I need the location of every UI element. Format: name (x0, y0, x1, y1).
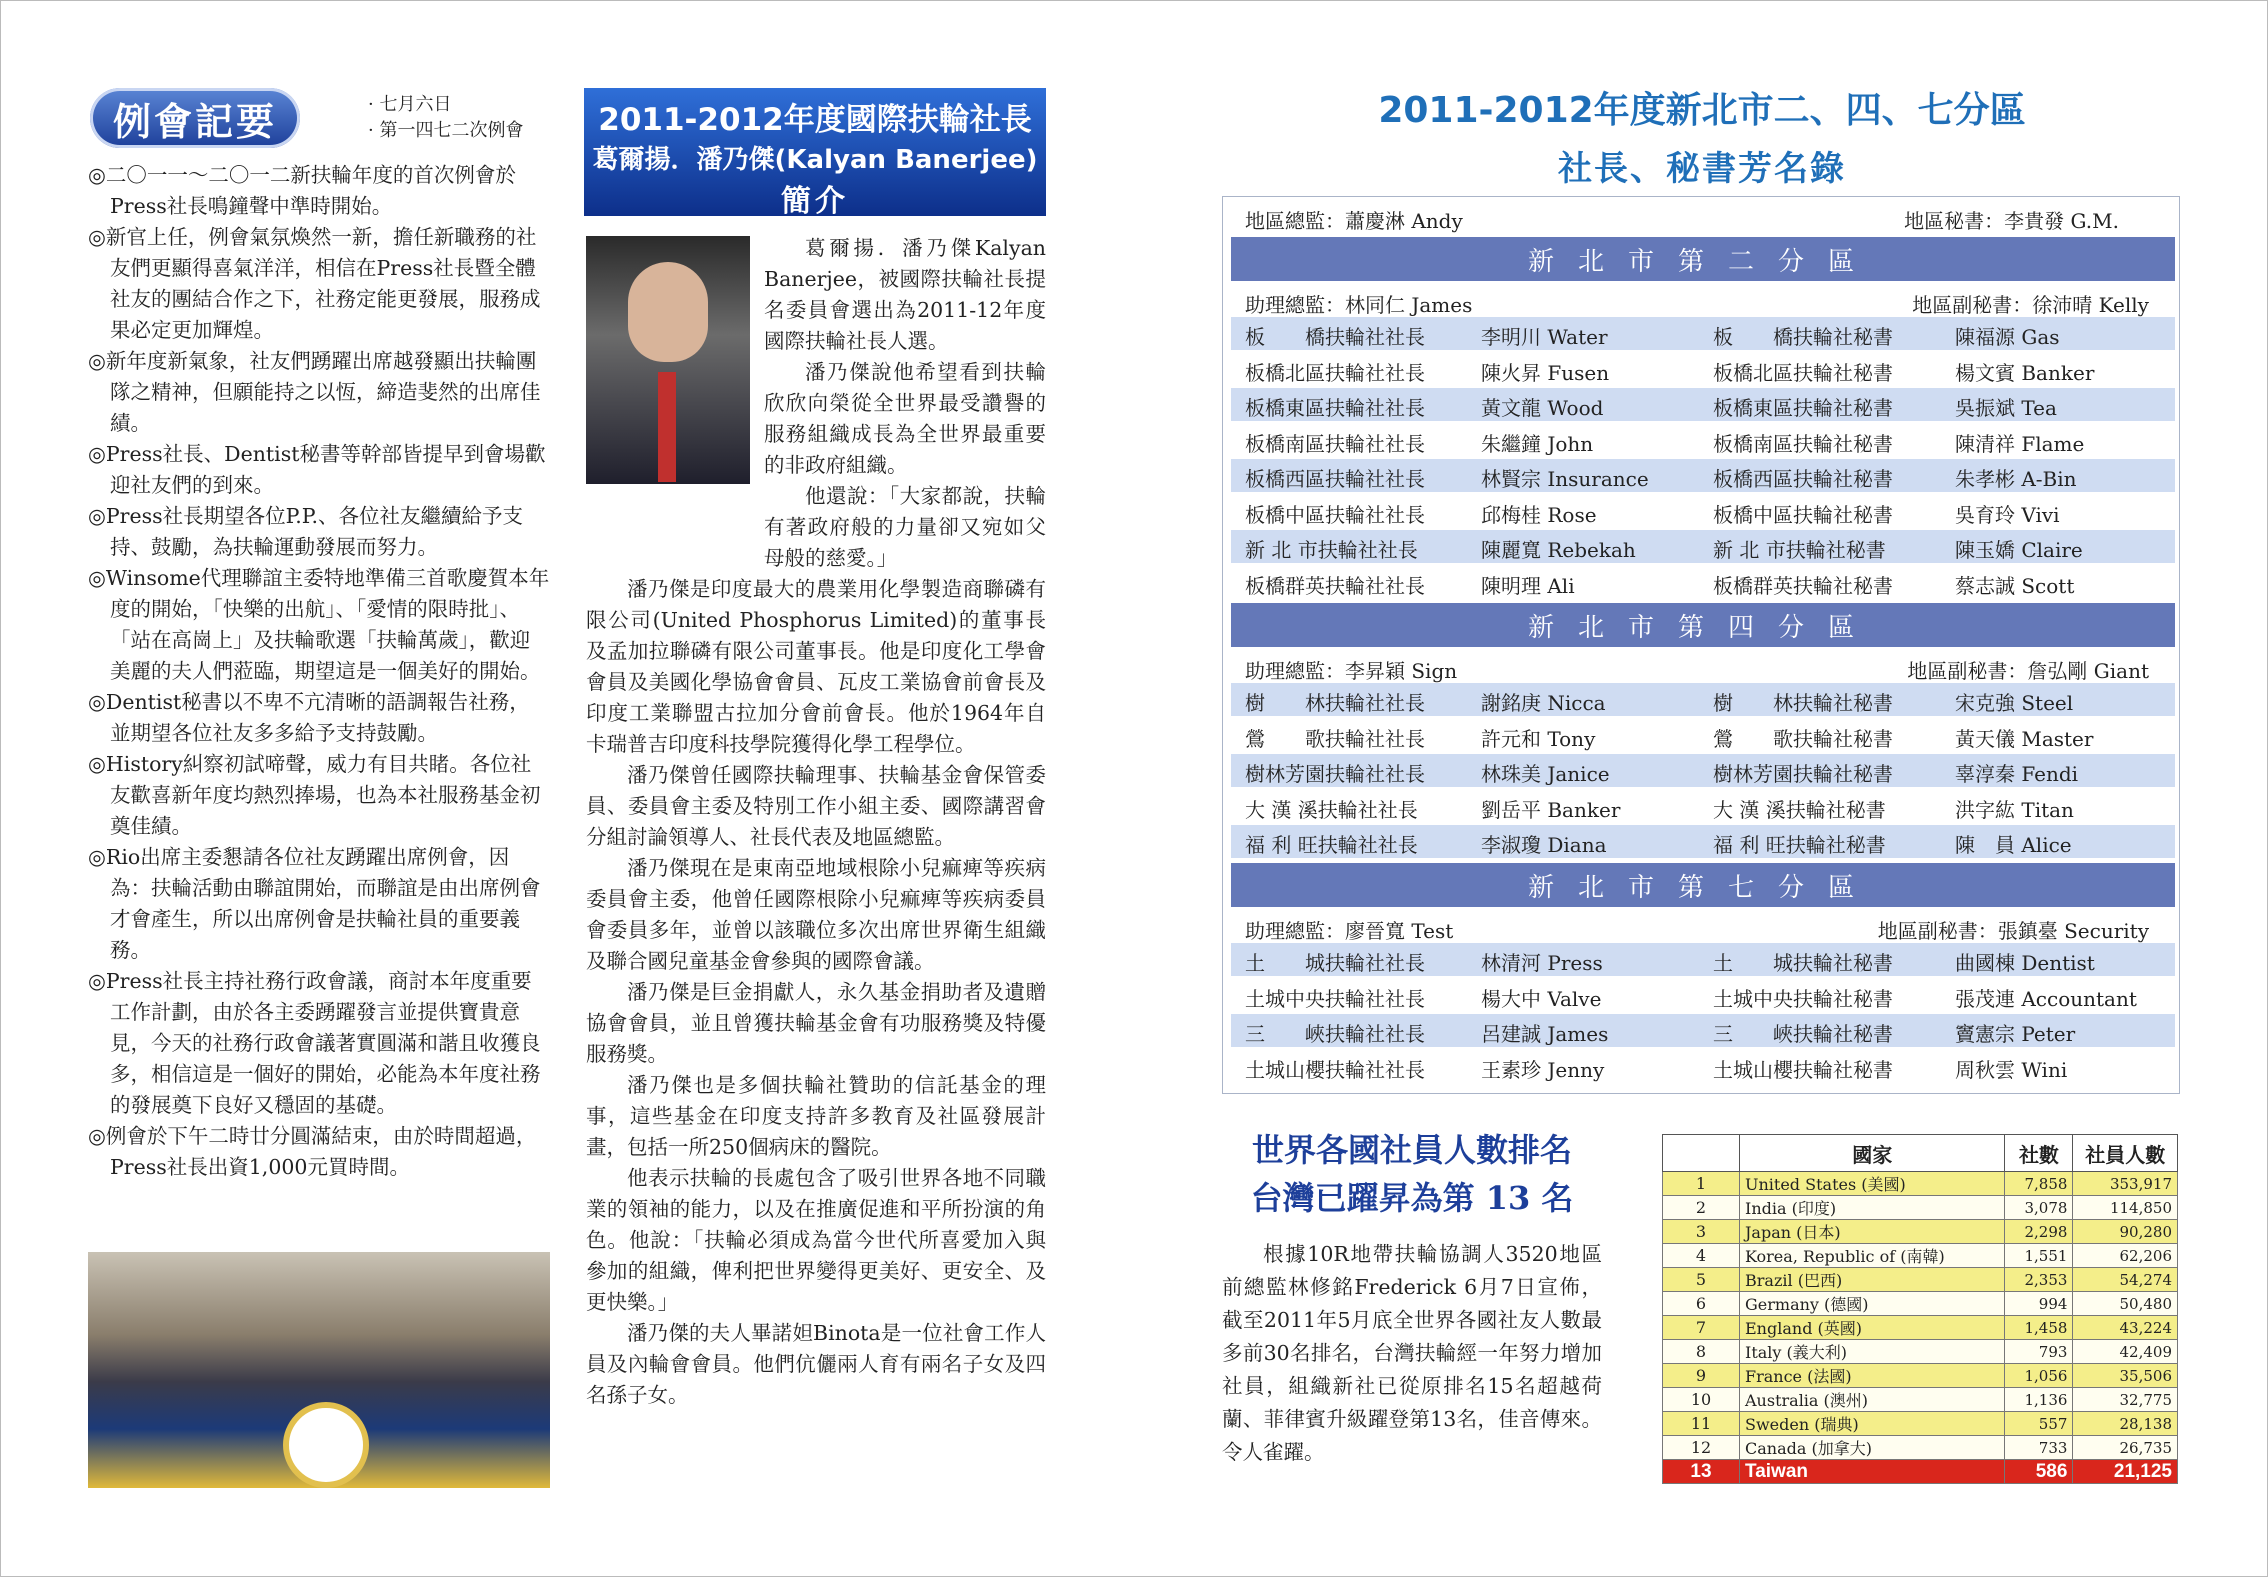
table-row (1663, 1412, 2178, 1436)
table-row (1663, 1436, 2178, 1460)
minutes-item: ◎Winsome代理聯誼主委特地準備三首歌慶賀本年度的開始，「快樂的出航」、「愛情的限時批」、「站在高崗上」及扶輪歌選「扶輪萬歲」，歡迎美麗的夫人們蒞臨，期望這是一個美好的開始。 (88, 566, 550, 683)
section-header: 新北市第二分區 (1231, 237, 2175, 281)
club-president-title: 板橋東區扶輪社社長 (1245, 396, 1425, 420)
country-cell: Germany (德國) (1740, 1292, 2005, 1316)
minutes-item: ◎History糾察初試啼聲，威力有目共睹。各位社友歡喜新年度均熱烈捧場，也為本社服務基金初奠佳績。 (88, 752, 541, 838)
table-row (1663, 1268, 2178, 1292)
roster-row (1231, 719, 2175, 752)
president-name: 邱梅桂 Rose (1481, 503, 1597, 527)
president-name: 陳明理 Ali (1481, 574, 1575, 598)
club-president-title: 三 峽扶輪社社長 (1245, 1022, 1425, 1046)
country-cell: Australia (澳州) (1740, 1388, 2005, 1412)
ranking-title-line-2: 台灣已躍昇為第 13 名 (1250, 1179, 1574, 1217)
secretary-name: 黃天儀 Master (1955, 727, 2094, 751)
club-president-title: 板橋西區扶輪社社長 (1245, 467, 1425, 491)
secretary-name: 辜淳秦 Fendi (1955, 762, 2079, 786)
group-photo (88, 1252, 550, 1488)
table-row (1663, 1364, 2178, 1388)
club-secretary-title: 土城山櫻扶輪社秘書 (1713, 1058, 1893, 1082)
president-bio (586, 233, 1046, 1411)
club-secretary-title: 樹 林扶輪社秘書 (1713, 691, 1893, 715)
district-governor: 地區總監：蕭慶淋 Andy (1245, 209, 1463, 233)
rank-cell: 11 (1663, 1412, 1740, 1436)
clubs-cell: 3,078 (2005, 1196, 2073, 1220)
roster-row (1231, 388, 2175, 421)
secretary-name: 張茂連 Accountant (1955, 987, 2137, 1011)
ranking-title (1222, 1126, 1602, 1222)
club-secretary-title: 土城中央扶輪社秘書 (1713, 987, 1893, 1011)
club-secretary-title: 三 峽扶輪社秘書 (1713, 1022, 1893, 1046)
bio-paragraph: 潘乃傑是巨金捐獻人，永久基金捐助者及遺贈協會會員，並且曾獲扶輪基金會有功服務獎及特優服務獎。 (586, 980, 1046, 1066)
members-cell: 26,735 (2073, 1436, 2178, 1460)
country-cell: Korea, Republic of (南韓) (1740, 1244, 2005, 1268)
club-president-title: 板橋南區扶輪社社長 (1245, 432, 1425, 456)
members-header: 社員人數 (2073, 1135, 2178, 1172)
president-name: 王素珍 Jenny (1481, 1058, 1605, 1082)
bio-paragraph: 他表示扶輪的長處包含了吸引世界各地不同職業的領袖的能力，以及在推廣促進和平所扮演的角色。他說：「扶輪必須成為當今世代所喜愛加入與參加的組織，俾利把世界變得更美好、更安全、及更快樂。」 (586, 1166, 1046, 1314)
rank-cell: 9 (1663, 1364, 1740, 1388)
table-row (1663, 1220, 2178, 1244)
country-cell: England (英國) (1740, 1316, 2005, 1340)
president-name: 林清河 Press (1481, 951, 1603, 975)
club-secretary-title: 樹林芳園扶輪社秘書 (1713, 762, 1893, 786)
secretary-name: 宋克強 Steel (1955, 691, 2074, 715)
roster-title (1222, 82, 2182, 190)
vice-secretary: 地區副秘書：張鎮臺 Security (1877, 919, 2149, 943)
title-line-3: 簡介 (781, 184, 849, 219)
president-bio-title (584, 88, 1046, 219)
country-cell: Sweden (瑞典) (1740, 1412, 2005, 1436)
district-secretary: 地區秘書：李貴發 G.M. (1904, 209, 2119, 233)
roster-row (1231, 353, 2175, 386)
president-name: 陳火昇 Fusen (1481, 361, 1610, 385)
club-president-title: 樹林芳園扶輪社社長 (1245, 762, 1425, 786)
president-name: 陳麗寬 Rebekah (1481, 538, 1636, 562)
bio-paragraph: 潘乃傑也是多個扶輪社贊助的信託基金的理事，這些基金在印度支持許多教育及社區發展計畫，包括一所250個病床的醫院。 (586, 1073, 1046, 1159)
rank-cell: 8 (1663, 1340, 1740, 1364)
club-president-title: 土城山櫻扶輪社社長 (1245, 1058, 1425, 1082)
secretary-name: 吳育玲 Vivi (1955, 503, 2060, 527)
members-cell: 43,224 (2073, 1316, 2178, 1340)
table-header-row (1663, 1135, 2178, 1172)
rank-cell: 5 (1663, 1268, 1740, 1292)
secretary-name: 楊文賓 Banker (1955, 361, 2095, 385)
members-cell: 21,125 (2073, 1460, 2178, 1484)
club-president-title: 板橋群英扶輪社社長 (1245, 574, 1425, 598)
country-cell: Brazil (巴西) (1740, 1268, 2005, 1292)
minutes-item: ◎新官上任，例會氣氛煥然一新，擔任新職務的社友們更顯得喜氣洋洋，相信在Press社長暨全體社友的團結合作之下，社務定能更發展，服務成果必定更加輝煌。 (88, 225, 541, 342)
clubs-cell: 1,136 (2005, 1388, 2073, 1412)
roster-title-line-2: 社長、秘書芳名錄 (1558, 149, 1846, 189)
minutes-item: ◎二〇一一～二〇一二新扶輪年度的首次例會於Press社長鳴鐘聲中準時開始。 (88, 163, 516, 218)
country-cell: Japan (日本) (1740, 1220, 2005, 1244)
clubs-header: 社數 (2005, 1135, 2073, 1172)
vice-secretary: 地區副秘書：詹弘剛 Giant (1907, 659, 2149, 683)
club-secretary-title: 板橋中區扶輪社秘書 (1713, 503, 1893, 527)
roster-row (1231, 943, 2175, 976)
minutes-item: ◎Rio出席主委懇請各位社友踴躍出席例會，因為：扶輪活動由聯誼開始，而聯誼是由出席例會才會產生，所以出席例會是扶輪社員的重要義務。 (88, 845, 541, 962)
club-secretary-title: 大 漢 溪扶輪社秘書 (1713, 798, 1886, 822)
president-name: 謝銘庚 Nicca (1481, 691, 1606, 715)
rank-cell: 3 (1663, 1220, 1740, 1244)
club-secretary-title: 板橋東區扶輪社秘書 (1713, 396, 1893, 420)
section-header: 新北市第七分區 (1231, 863, 2175, 907)
rank-cell: 4 (1663, 1244, 1740, 1268)
ranking-table (1662, 1134, 2178, 1484)
roster-row (1231, 683, 2175, 716)
secretary-name: 竇憲宗 Peter (1955, 1022, 2076, 1046)
club-president-title: 鶯 歌扶輪社社長 (1245, 727, 1425, 751)
roster-row (1231, 1014, 2175, 1047)
club-secretary-title: 板 橋扶輪社秘書 (1713, 325, 1893, 349)
secretary-name: 陳玉嬌 Claire (1955, 538, 2083, 562)
minutes-item: ◎新年度新氣象，社友們踴躍出席越發顯出扶輪團隊之精神，但願能持之以恆，締造斐然的出席佳績。 (88, 349, 541, 435)
minutes-item: ◎Dentist秘書以不卑不亢清晰的語調報告社務，並期望各位社友多多給予支持鼓勵。 (88, 690, 530, 745)
members-cell: 50,480 (2073, 1292, 2178, 1316)
clubs-cell: 793 (2005, 1340, 2073, 1364)
president-name: 劉岳平 Banker (1481, 798, 1621, 822)
club-secretary-title: 新 北 市扶輪社秘書 (1713, 538, 1886, 562)
country-cell: France (法國) (1740, 1364, 2005, 1388)
club-secretary-title: 板橋西區扶輪社秘書 (1713, 467, 1893, 491)
section-header: 新北市第四分區 (1231, 603, 2175, 647)
rotary-wheel-icon (283, 1402, 369, 1488)
bio-paragraph: 潘乃傑的夫人畢諾妲Binota是一位社會工作人員及內輪會會員。他們伉儷兩人育有兩名子女及四名孫子女。 (586, 1321, 1046, 1407)
members-cell: 62,206 (2073, 1244, 2178, 1268)
roster-row (1231, 825, 2175, 858)
president-name: 朱繼鐘 John (1481, 432, 1594, 456)
clubs-cell: 557 (2005, 1412, 2073, 1436)
roster-row (1231, 790, 2175, 823)
president-name: 楊大中 Valve (1481, 987, 1602, 1011)
club-secretary-title: 土 城扶輪社秘書 (1713, 951, 1893, 975)
club-secretary-title: 板橋北區扶輪社秘書 (1713, 361, 1893, 385)
ranking-article (1222, 1238, 1602, 1469)
clubs-cell: 7,858 (2005, 1172, 2073, 1196)
club-president-title: 板 橋扶輪社社長 (1245, 325, 1425, 349)
table-row (1663, 1172, 2178, 1196)
roster-row (1231, 1050, 2175, 1083)
clubs-cell: 2,298 (2005, 1220, 2073, 1244)
secretary-name: 陳清祥 Flame (1955, 432, 2085, 456)
country-header: 國家 (1740, 1135, 2005, 1172)
clubs-cell: 1,458 (2005, 1316, 2073, 1340)
minutes-item: ◎例會於下午二時廿分圓滿結束，由於時間超過，Press社長出資1,000元買時間。 (88, 1124, 537, 1179)
assistant-governor: 助理總監：廖晉寬 Test (1245, 919, 1454, 943)
table-row (1663, 1292, 2178, 1316)
bio-paragraph: 潘乃傑是印度最大的農業用化學製造商聯磷有限公司(United Phosphorus Limited)的董事長及孟加拉聯磷有限公司董事長。他是印度化工學會會員及美國化學協會會員、瓦皮工業協會前會長及印度工業聯盟古拉加分會前會長。他於1964年自卡瑞普吉印度科技學院獲得化學工程學位。 (586, 577, 1046, 756)
roster-row (1231, 424, 2175, 457)
bio-paragraph: 潘乃傑現在是東南亞地域根除小兒痲痺等疾病委員會主委，他曾任國際根除小兒痲痺等疾病委員會委員多年，並曾以該職位多次出席世界衛生組織及聯合國兒童基金會參與的國際會議。 (586, 856, 1046, 973)
club-president-title: 樹 林扶輪社社長 (1245, 691, 1425, 715)
club-secretary-title: 板橋南區扶輪社秘書 (1713, 432, 1893, 456)
bio-paragraph: 葛爾揚．潘乃傑Kalyan Banerjee，被國際扶輪社長提名委員會選出為2011-12年度國際扶輪社長人選。 (764, 236, 1046, 353)
clubs-cell: 586 (2005, 1460, 2073, 1484)
roster-row (1231, 530, 2175, 563)
secretary-name: 吳振斌 Tea (1955, 396, 2057, 420)
minutes-badge: 例會記要 (90, 88, 300, 148)
clubs-cell: 2,353 (2005, 1268, 2073, 1292)
club-president-title: 大 漢 溪扶輪社社長 (1245, 798, 1418, 822)
roster-box (1222, 196, 2180, 1094)
club-secretary-title: 板橋群英扶輪社秘書 (1713, 574, 1893, 598)
secretary-name: 朱孝彬 A-Bin (1955, 467, 2077, 491)
rank-header (1663, 1135, 1740, 1172)
country-cell: Canada (加拿大) (1740, 1436, 2005, 1460)
table-row (1663, 1388, 2178, 1412)
clubs-cell: 733 (2005, 1436, 2073, 1460)
meeting-date: · 七月六日 (368, 94, 452, 115)
members-cell: 42,409 (2073, 1340, 2178, 1364)
title-line-1: 2011-2012年度國際扶輪社長 (598, 102, 1032, 138)
roster-row (1231, 317, 2175, 350)
table-row (1663, 1340, 2178, 1364)
minutes-item: ◎Press社長、Dentist秘書等幹部皆提早到會場歡迎社友們的到來。 (88, 442, 546, 497)
roster-row (1231, 979, 2175, 1012)
members-cell: 35,506 (2073, 1364, 2178, 1388)
secretary-name: 蔡志誠 Scott (1955, 574, 2075, 598)
country-cell: India (印度) (1740, 1196, 2005, 1220)
club-president-title: 福 利 旺扶輪社社長 (1245, 833, 1418, 857)
rank-cell: 6 (1663, 1292, 1740, 1316)
secretary-name: 曲國棟 Dentist (1955, 951, 2095, 975)
rank-cell: 10 (1663, 1388, 1740, 1412)
roster-row (1231, 566, 2175, 599)
rank-cell: 2 (1663, 1196, 1740, 1220)
members-cell: 54,274 (2073, 1268, 2178, 1292)
ranking-paragraph: 根據10R地帶扶輪協調人3520地區前總監林修銘Frederick 6月7日宣佈，截至2011年5月底全世界各國社友人數最多前30名排名，台灣扶輪經一年努力增加社員，組織新社已從原排名15名超越荷蘭、菲律賓升級躍登第13名，佳音傳來。令人雀躍。 (1222, 1242, 1602, 1464)
roster-row (1231, 459, 2175, 492)
clubs-cell: 1,056 (2005, 1364, 2073, 1388)
club-secretary-title: 鶯 歌扶輪社秘書 (1713, 727, 1893, 751)
president-name: 李淑瓊 Diana (1481, 833, 1607, 857)
bio-paragraph: 他還說：「大家都說，扶輪有著政府般的力量卻又宛如父母般的慈愛。」 (764, 484, 1046, 570)
table-row-taiwan (1663, 1460, 2178, 1484)
table-row (1663, 1196, 2178, 1220)
clubs-cell: 1,551 (2005, 1244, 2073, 1268)
meeting-minutes (88, 160, 550, 1183)
meeting-number: · 第一四七二次例會 (368, 120, 524, 141)
rank-cell: 1 (1663, 1172, 1740, 1196)
president-name: 呂建誠 James (1481, 1022, 1609, 1046)
secretary-name: 周秋雲 Wini (1955, 1058, 2068, 1082)
club-president-title: 土 城扶輪社社長 (1245, 951, 1425, 975)
table-row (1663, 1244, 2178, 1268)
club-president-title: 板橋北區扶輪社社長 (1245, 361, 1425, 385)
members-cell: 90,280 (2073, 1220, 2178, 1244)
members-cell: 32,775 (2073, 1388, 2178, 1412)
president-name: 黃文龍 Wood (1481, 396, 1604, 420)
president-name: 李明川 Water (1481, 325, 1608, 349)
clubs-cell: 994 (2005, 1292, 2073, 1316)
minutes-item: ◎Press社長主持社務行政會議，商討本年度重要工作計劃，由於各主委踴躍發言並提供寶貴意見，今天的社務行政會議著實圓滿和諧且收獲良多，相信這是一個好的開始，必能為本年度社務的發展奠下良好又穩固的基礎。 (88, 969, 541, 1117)
bio-paragraph: 潘乃傑說他希望看到扶輪欣欣向榮從全世界最受讚譽的服務組織成長為全世界最重要的非政府組織。 (764, 360, 1046, 477)
roster-title-line-1: 2011-2012年度新北市二、四、七分區 (1378, 90, 2026, 131)
president-name: 林賢宗 Insurance (1481, 467, 1649, 491)
club-president-title: 新 北 市扶輪社社長 (1245, 538, 1418, 562)
roster-row (1231, 754, 2175, 787)
club-president-title: 板橋中區扶輪社社長 (1245, 503, 1425, 527)
ranking-title-line-1: 世界各國社員人數排名 (1251, 1131, 1572, 1169)
club-president-title: 土城中央扶輪社社長 (1245, 987, 1425, 1011)
president-name: 林珠美 Janice (1481, 762, 1610, 786)
bio-paragraph: 潘乃傑曾任國際扶輪理事、扶輪基金會保管委員、委員會主委及特別工作小組主委、國際講習會分組討論領導人、社長代表及地區總監。 (586, 763, 1046, 849)
president-name: 許元和 Tony (1481, 727, 1596, 751)
vice-secretary: 地區副秘書：徐沛晴 Kelly (1912, 293, 2149, 317)
rank-cell: 13 (1663, 1460, 1740, 1484)
country-cell: Taiwan (1740, 1460, 2005, 1484)
members-cell: 353,917 (2073, 1172, 2178, 1196)
club-secretary-title: 福 利 旺扶輪社秘書 (1713, 833, 1886, 857)
country-cell: Italy (義大利) (1740, 1340, 2005, 1364)
secretary-name: 洪字紘 Titan (1955, 798, 2074, 822)
rank-cell: 7 (1663, 1316, 1740, 1340)
members-cell: 114,850 (2073, 1196, 2178, 1220)
minutes-item: ◎Press社長期望各位P.P.、各位社友繼續給予支持、鼓勵，為扶輪運動發展而努力。 (88, 504, 523, 559)
members-cell: 28,138 (2073, 1412, 2178, 1436)
assistant-governor: 助理總監：李昇穎 Sign (1245, 659, 1458, 683)
assistant-governor: 助理總監：林同仁 James (1245, 293, 1473, 317)
roster-row (1231, 495, 2175, 528)
meeting-info (368, 92, 523, 144)
secretary-name: 陳福源 Gas (1955, 325, 2060, 349)
secretary-name: 陳 員 Alice (1955, 833, 2072, 857)
title-line-2: 葛爾揚．潘乃傑(Kalyan Banerjee) (592, 145, 1038, 175)
rank-cell: 12 (1663, 1436, 1740, 1460)
country-cell: United States (美國) (1740, 1172, 2005, 1196)
table-row (1663, 1316, 2178, 1340)
